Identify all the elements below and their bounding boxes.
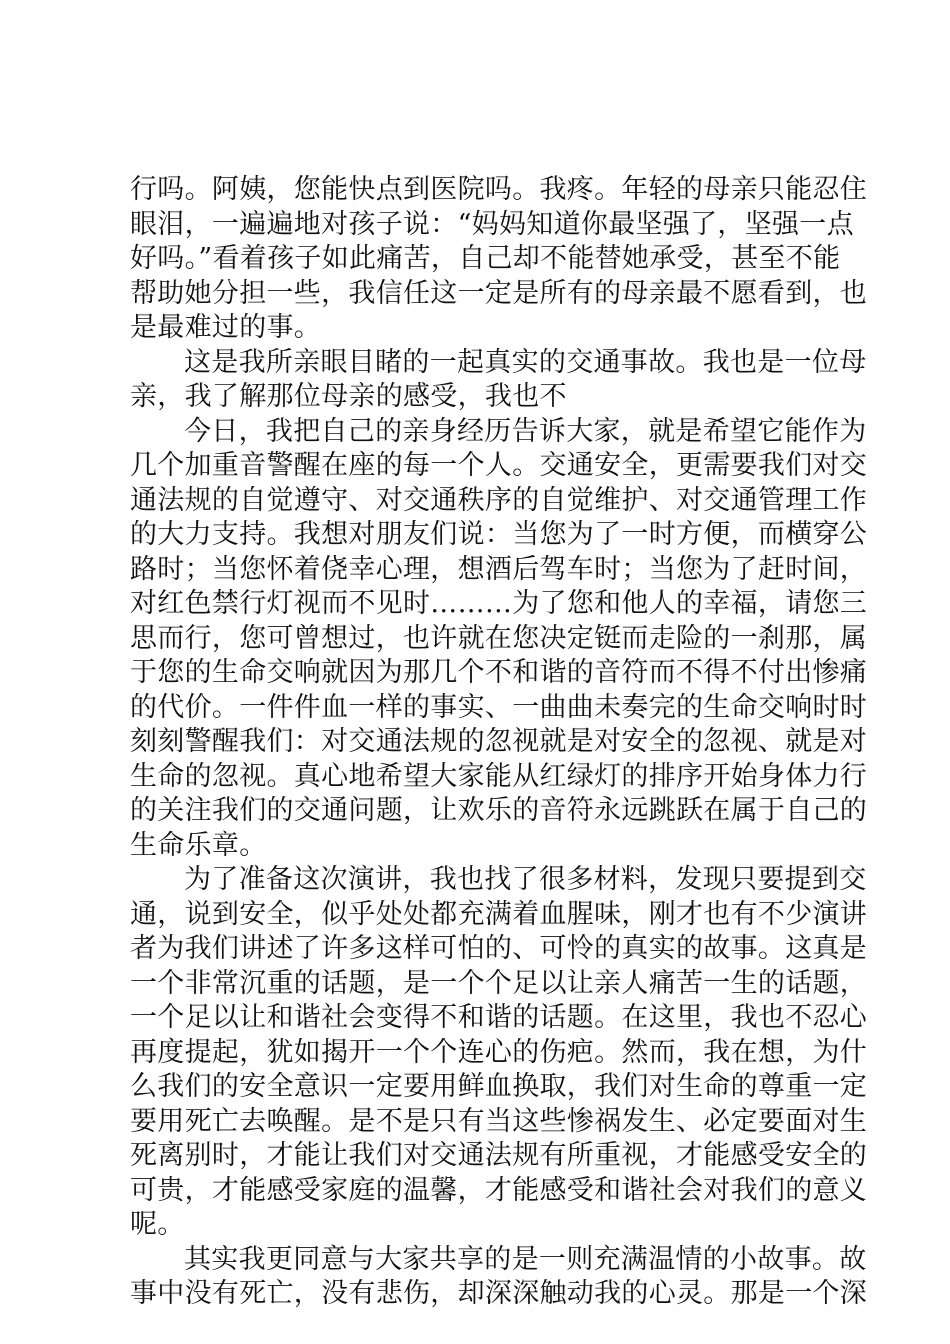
text-line: 事中没有死亡，没有悲伤，却深深触动我的心灵。那是一个深 [130,1278,868,1309]
text-line: 其实我更同意与大家共享的是一则充满温情的小故事。故 [184,1243,867,1275]
text-line: 好吗。”看着孩子如此痛苦，自己却不能替她承受，甚至不能 [130,243,841,274]
text-line: 生命的忽视。真心地希望大家能从红绿灯的排序开始身体力行 [130,760,868,792]
text-line: 死离别时，才能让我们对交通法规有所重视，才能感受安全的 [130,1140,868,1171]
text-line: 一个非常沉重的话题，是一个个足以让亲人痛苦一生的话题， [130,967,868,999]
text-line: 思而行，您可曾想过，也许就在您决定铤而走险的一刹那，属 [130,622,868,654]
text-line: 眼泪，一遍遍地对孩子说：“妈妈知道你最坚强了，坚强一点 [130,208,854,240]
text-line: 的代价。一件件血一样的事实、一曲曲未奏完的生命交响时时 [130,691,868,723]
text-line: 刻刻警醒我们：对交通法规的忽视就是对安全的忽视、就是对 [130,726,868,757]
text-line: 么我们的安全意识一定要用鲜血换取，我们对生命的尊重一定 [130,1071,868,1102]
text-line: 今日，我把自己的亲身经历告诉大家，就是希望它能作为 [184,415,867,447]
text-line: 对红色禁行灯视而不见时………为了您和他人的幸福，请您三 [130,588,868,619]
text-line: 的关注我们的交通问题，让欢乐的音符永远跳跃在属于自己的 [130,795,868,826]
text-line: 通，说到安全，似乎处处都充满着血腥味，刚才也有不少演讲 [130,898,868,930]
text-line: 是最难过的事。 [130,312,322,343]
text-line: 亲，我了解那位母亲的感受，我也不 [130,381,567,412]
text-line: 呢。 [130,1209,185,1240]
text-line: 可贵，才能感受家庭的温馨，才能感受和谐社会对我们的意义 [130,1174,868,1206]
text-line: 再度提起，犹如揭开一个个连心的伤疤。然而，我在想，为什 [130,1036,868,1068]
text-line: 行吗。阿姨，您能快点到医院吗。我疼。年轻的母亲只能忍住 [130,174,868,205]
text-line: 者为我们讲述了许多这样可怕的、可怜的真实的故事。这真是 [130,933,868,964]
text-line: 帮助她分担一些，我信任这一定是所有的母亲最不愿看到，也 [130,277,868,309]
body-text [130,173,868,1312]
text-line: 几个加重音警醒在座的每一个人。交通安全，更需要我们对交 [130,450,868,481]
text-line: 一个足以让和谐社会变得不和谐的话题。在这里，我也不忍心 [130,1002,868,1033]
text-line: 这是我所亲眼目睹的一起真实的交通事故。我也是一位母 [184,346,867,378]
text-line: 生命乐章。 [130,829,267,861]
text-line: 路时；当您怀着侥幸心理，想酒后驾车时；当您为了赶时间， [130,553,868,585]
text-line: 要用死亡去唤醒。是不是只有当这些惨祸发生、必定要面对生 [130,1105,868,1137]
text-line: 通法规的自觉遵守、对交通秩序的自觉维护、对交通管理工作 [130,484,868,516]
text-line: 为了准备这次演讲，我也找了很多材料，发现只要提到交 [184,864,867,895]
text-line: 的大力支持。我想对朋友们说：当您为了一时方便，而横穿公 [130,519,868,550]
text-line: 于您的生命交响就因为那几个不和谐的音符而不得不付出惨痛 [130,657,868,688]
